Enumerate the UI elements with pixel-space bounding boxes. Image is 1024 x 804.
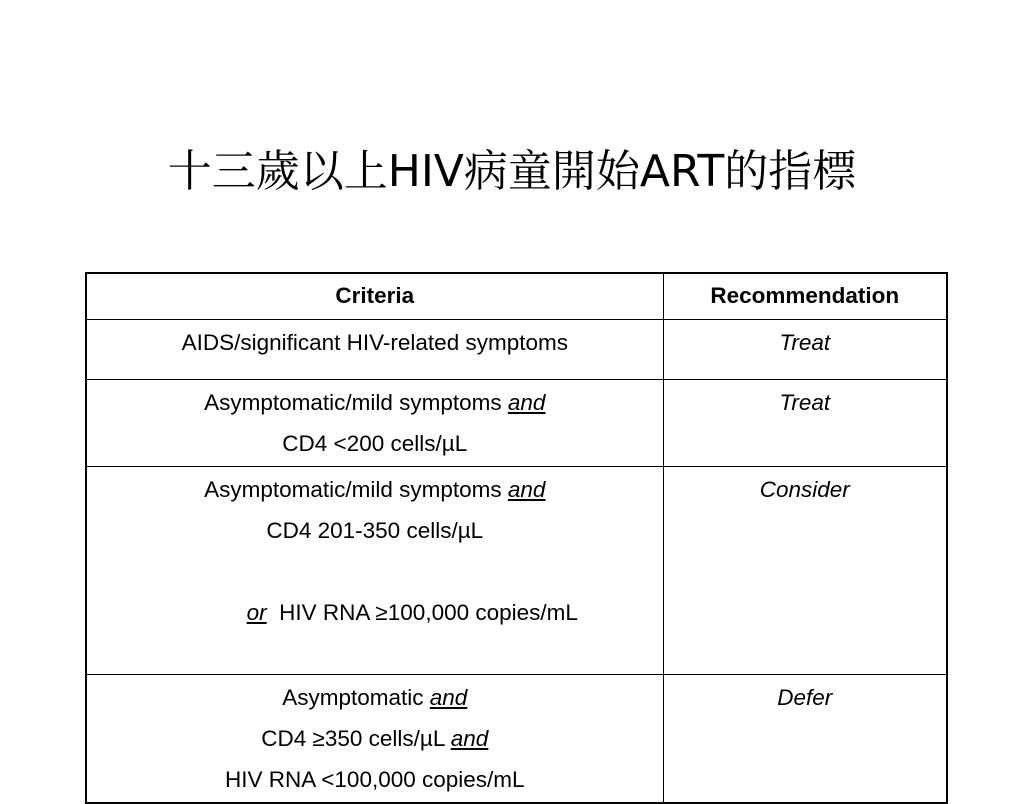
criteria-line xyxy=(91,469,659,510)
conjunction: or xyxy=(246,600,267,625)
criteria-text: CD4 ≥350 cells/µL xyxy=(261,726,451,751)
header-criteria: Criteria xyxy=(86,273,663,320)
criteria-cell xyxy=(86,675,663,804)
table-row xyxy=(86,380,947,467)
conjunction: and xyxy=(507,477,546,502)
criteria-line xyxy=(91,759,659,800)
criteria-line xyxy=(91,677,659,718)
recommendation-text: Defer xyxy=(777,685,833,710)
conjunction: and xyxy=(450,726,489,751)
recommendation-text: Treat xyxy=(779,390,831,415)
slide-title: 十三歲以上HIV病童開始ART的指標 xyxy=(167,146,857,197)
recommendation-cell xyxy=(663,320,947,380)
criteria-text: Asymptomatic/mild symptoms xyxy=(204,477,508,502)
criteria-cell xyxy=(86,380,663,467)
criteria-line xyxy=(91,382,659,423)
recommendation-cell xyxy=(663,467,947,675)
criteria-text: Asymptomatic/mild symptoms xyxy=(204,390,508,415)
criteria-text: CD4 <200 cells/µL xyxy=(282,431,468,456)
table-header-row xyxy=(86,273,947,320)
criteria-text: Asymptomatic xyxy=(282,685,430,710)
recommendation-text: Treat xyxy=(779,330,831,355)
criteria-line xyxy=(91,510,659,551)
criteria-line xyxy=(91,551,659,674)
criteria-text: CD4 201-350 cells/µL xyxy=(266,518,484,543)
criteria-line xyxy=(91,423,659,464)
criteria-line xyxy=(91,322,659,363)
criteria-text: AIDS/significant HIV-related symptoms xyxy=(181,330,568,355)
criteria-text: HIV RNA ≥100,000 copies/mL xyxy=(266,600,578,625)
table-row xyxy=(86,320,947,380)
criteria-cell xyxy=(86,320,663,380)
header-recommendation: Recommendation xyxy=(663,273,947,320)
conjunction: and xyxy=(507,390,546,415)
criteria-cell xyxy=(86,467,663,675)
conjunction: and xyxy=(429,685,468,710)
table-row xyxy=(86,675,947,804)
criteria-line xyxy=(91,718,659,759)
recommendation-cell xyxy=(663,675,947,804)
criteria-text: HIV RNA <100,000 copies/mL xyxy=(225,767,525,792)
table-row xyxy=(86,467,947,675)
recommendation-text: Consider xyxy=(759,477,850,502)
recommendation-cell xyxy=(663,380,947,467)
criteria-table xyxy=(85,272,948,804)
